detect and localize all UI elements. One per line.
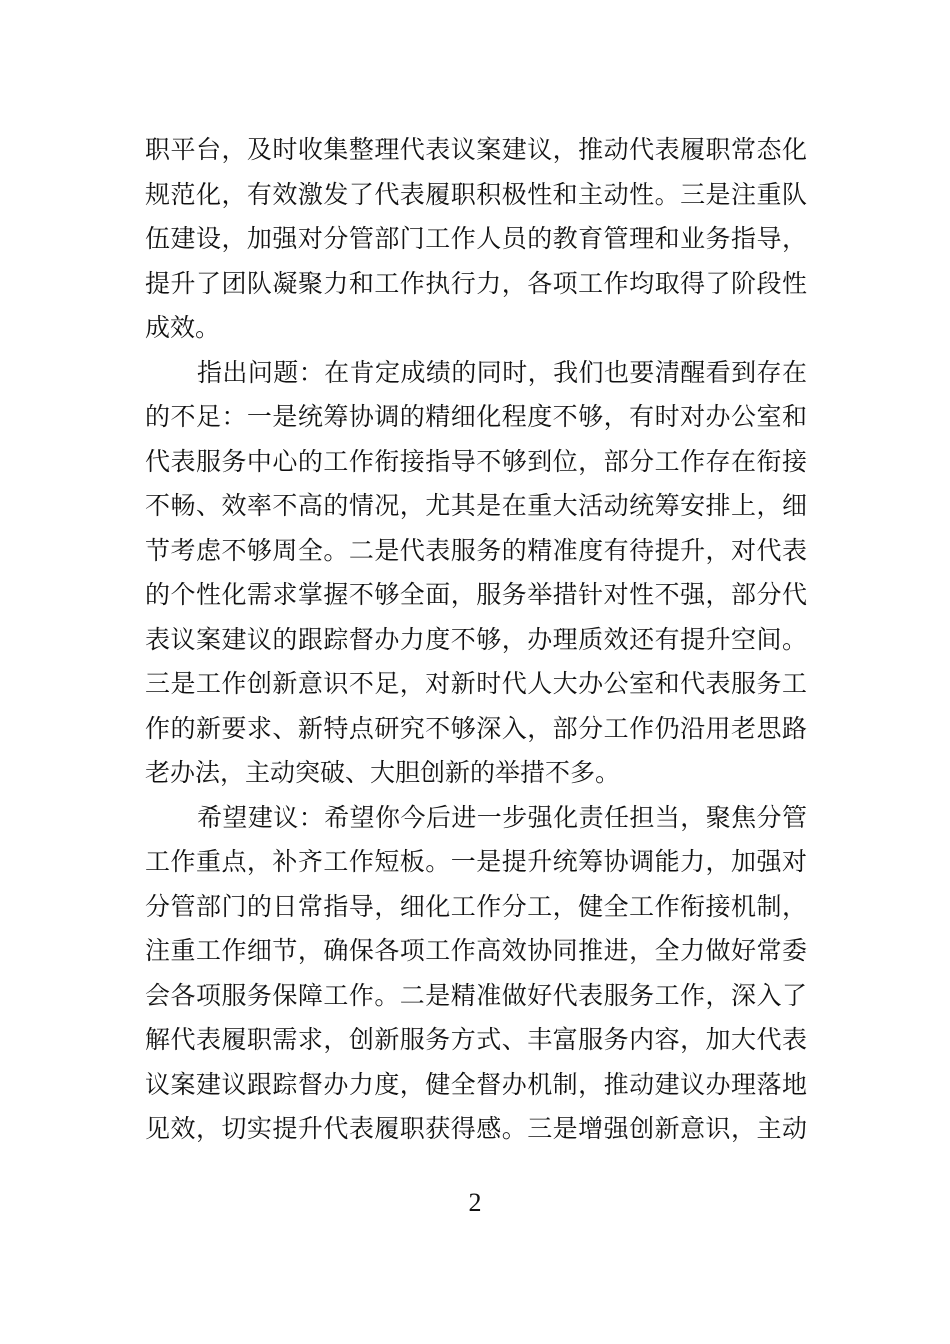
text-line: 会各项服务保障工作。二是精准做好代表服务工作，深入了 (145, 980, 807, 1010)
text-line: 注重工作细节，确保各项工作高效协同推进，全力做好常委 (145, 936, 807, 965)
paragraph-problems (145, 351, 807, 796)
text-line: 提升了团队凝聚力和工作执行力，各项工作均取得了阶段性 (145, 268, 807, 298)
text-line: 职平台，及时收集整理代表议案建议，推动代表履职常态化 (145, 135, 807, 164)
body-text (145, 128, 807, 1152)
text-line: 解代表履职需求，创新服务方式、丰富服务内容，加大代表 (145, 1025, 807, 1054)
text-line: 见效，切实提升代表履职获得感。三是增强创新意识，主动 (145, 1114, 807, 1143)
text-line: 不畅、效率不高的情况，尤其是在重大活动统筹安排上，细 (145, 491, 807, 520)
text-line: 三是工作创新意识不足，对新时代人大办公室和代表服务工 (145, 669, 807, 698)
text-line: 作的新要求、新特点研究不够深入，部分工作仍沿用老思路 (145, 713, 807, 743)
text-line: 议案建议跟踪督办力度，健全督办机制，推动建议办理落地 (145, 1069, 807, 1099)
text-line: 老办法，主动突破、大胆创新的举措不多。 (145, 758, 621, 787)
text-line: 希望建议：希望你今后进一步强化责任担当，聚焦分管 (197, 802, 807, 832)
paragraph-achievements (145, 128, 807, 351)
text-line: 工作重点，补齐工作短板。一是提升统筹协调能力，加强对 (145, 847, 807, 876)
text-line: 表议案建议的跟踪督办力度不够，办理质效还有提升空间。 (145, 624, 807, 654)
text-line: 代表服务中心的工作衔接指导不够到位，部分工作存在衔接 (145, 446, 807, 476)
text-line: 规范化，有效激发了代表履职积极性和主动性。三是注重队 (145, 179, 807, 209)
text-line: 的不足：一是统筹协调的精细化程度不够，有时对办公室和 (145, 402, 807, 431)
text-line: 成效。 (145, 313, 221, 342)
text-line: 节考虑不够周全。二是代表服务的精准度有待提升，对代表 (145, 535, 807, 565)
page-number: 2 (468, 1188, 482, 1217)
text-line: 分管部门的日常指导，细化工作分工，健全工作衔接机制， (145, 891, 807, 921)
text-line: 伍建设，加强对分管部门工作人员的教育管理和业务指导， (145, 224, 807, 253)
text-line: 的个性化需求掌握不够全面，服务举措针对性不强，部分代 (145, 580, 807, 609)
paragraph-suggestions (145, 796, 807, 1152)
text-line: 指出问题：在肯定成绩的同时，我们也要清醒看到存在 (197, 357, 807, 387)
